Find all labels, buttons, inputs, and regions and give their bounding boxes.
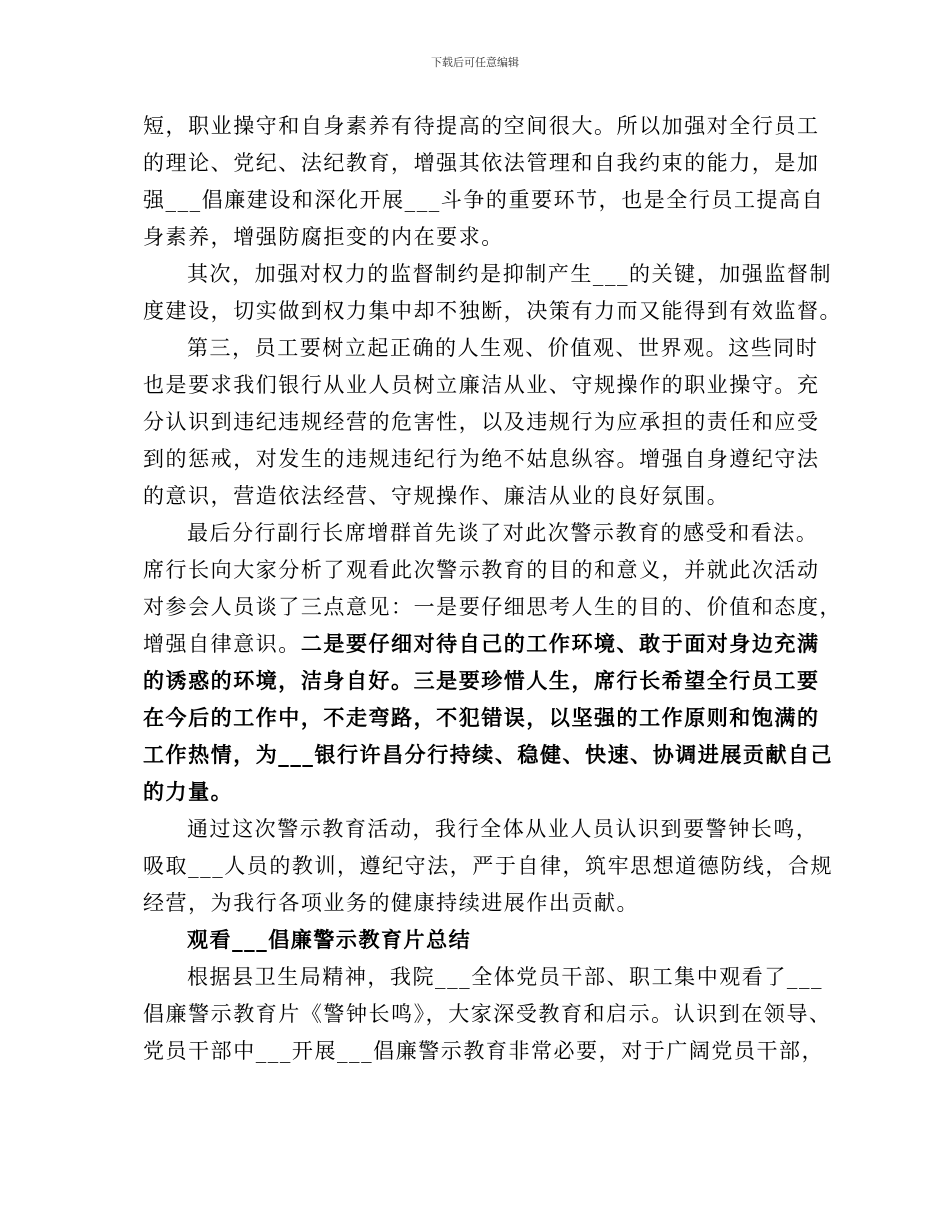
bold-paragraph-line: 的力量。 (143, 779, 234, 804)
paragraph-line: 其次，加强对权力的监督制约是抑制产生___的关键，加强监督制 (187, 262, 832, 286)
section-heading: 观看___倡廉警示教育片总结 (187, 927, 472, 952)
bold-paragraph-line: 在今后的工作中，不走弯路，不犯错误，以坚强的工作原则和饱满的 (143, 705, 820, 730)
paragraph-line: 的理论、党纪、法纪教育，增强其依法管理和自我约束的能力，是加 (143, 151, 820, 175)
paragraph-line: 到的惩戒，对发生的违规违纪行为绝不姑息纵容。增强自身遵纪守法 (143, 447, 820, 471)
paragraph-line: 最后分行副行长席增群首先谈了对此次警示教育的感受和看法。 (187, 521, 819, 545)
paragraph-line: 短，职业操守和自身素养有待提高的空间很大。所以加强对全行员工 (143, 114, 820, 138)
paragraph-line: 强___倡廉建设和深化开展___斗争的重要环节，也是全行员工提高自 (143, 188, 825, 212)
paragraph-line: 吸取___人员的教训，遵纪守法，严于自律，筑牢思想道德防线，合规 (143, 854, 834, 878)
paragraph-line: 根据县卫生局精神，我院___全体党员干部、职工集中观看了___ (187, 965, 824, 989)
paragraph-line (143, 630, 823, 658)
paragraph-line: 分认识到违纪违规经营的危害性，以及违规行为应承担的责任和应受 (143, 410, 820, 434)
paragraph-line: 倡廉警示教育片《警钟长鸣》，大家深受教育和启示。认识到在领导、 (143, 1002, 832, 1026)
paragraph-line: 席行长向大家分析了观看此次警示教育的目的和意义，并就此次活动 (143, 558, 820, 582)
paragraph-line: 党员干部中___开展___倡廉警示教育非常必要，对于广阔党员干部， (143, 1039, 825, 1063)
bold-text-run: 二是要仔细对待自己的工作环境、敢于面对身边充满 (300, 631, 820, 656)
text-run: 增强自律意识。 (143, 632, 301, 656)
page-header: 下载后可任意编辑 (431, 56, 519, 69)
paragraph-line: 对参会人员谈了三点意见：一是要仔细思考人生的目的、价值和态度， (143, 595, 843, 619)
paragraph-line: 第三，员工要树立起正确的人生观、价值观、世界观。这些同时 (187, 336, 819, 360)
paragraph-line: 度建设，切实做到权力集中却不独断，决策有力而又能得到有效监督。 (143, 299, 843, 323)
paragraph-line: 通过这次警示教育活动，我行全体从业人员认识到要警钟长鸣， (187, 817, 819, 841)
paragraph-line: 的意识，营造依法经营、守规操作、廉洁从业的良好氛围。 (143, 484, 730, 508)
paragraph-line: 也是要求我们银行从业人员树立廉洁从业、守规操作的职业操守。充 (143, 373, 820, 397)
paragraph-line: 经营，为我行各项业务的健康持续进展作出贡献。 (143, 891, 640, 915)
bold-paragraph-line: 的诱惑的环境，洁身自好。三是要珍惜人生，席行长希望全行员工要 (143, 668, 820, 693)
paragraph-line: 身素养，增强防腐拒变的内在要求。 (143, 225, 504, 249)
bold-paragraph-line: 工作热情，为___银行许昌分行持续、稳健、快速、协调进展贡献自己 (143, 742, 834, 767)
